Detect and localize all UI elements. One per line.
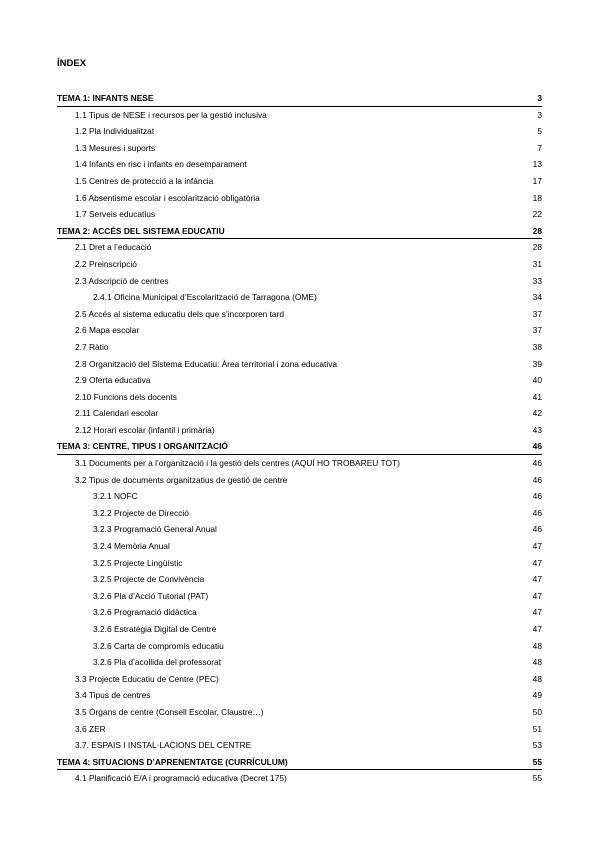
toc-entry-page-number: 3 xyxy=(537,93,542,103)
toc-chapter-entry[interactable] xyxy=(57,90,542,107)
toc-entry-label: 1.5 Centres de protecció a la infància xyxy=(75,175,214,186)
toc-entry-page-number: 46 xyxy=(532,441,542,452)
toc-entry-label: 2.7 Ràtio xyxy=(75,341,109,352)
toc-entry[interactable] xyxy=(57,156,542,173)
toc-entry-label: 2.12 Horari escolar (infantil i primària) xyxy=(75,424,215,435)
toc-entry-label: 3.3 Projecte Educatiu de Centre (PEC) xyxy=(75,673,219,684)
toc-entry-page-number: 28 xyxy=(532,242,542,253)
toc-entry-label: 1.7 Serveis educatius xyxy=(75,209,156,220)
toc-entry-page-number: 17 xyxy=(532,175,542,186)
toc-entry-label: 1.4 Infants en risc i infants en desemparament xyxy=(75,159,247,170)
toc-entry-page-number: 47 xyxy=(532,607,542,618)
toc-entry[interactable] xyxy=(57,687,542,704)
toc-entry-label: 2.4.1 Oficina Municipal d’Escolarització de Tarragona (OME) xyxy=(93,292,317,303)
toc-entry[interactable] xyxy=(57,322,542,339)
toc-entry-label: 2.6 Mapa escolar xyxy=(75,325,140,336)
toc-entry[interactable] xyxy=(57,638,542,655)
toc-entry-page-number: 13 xyxy=(532,159,542,170)
toc-entry-page-number: 47 xyxy=(532,574,542,585)
toc-entry[interactable] xyxy=(57,505,542,522)
toc-entry-label: 1.3 Mesures i suports xyxy=(75,142,156,153)
toc-entry-page-number: 49 xyxy=(532,690,542,701)
toc-entry[interactable] xyxy=(57,521,542,538)
toc-entry-label: 3.2.4 Memòria Anual xyxy=(93,541,170,552)
toc-entry-page-number: 22 xyxy=(532,209,542,220)
toc-entry[interactable] xyxy=(57,339,542,356)
toc-entry-label: 3.2.2 Projecte de Direcció xyxy=(93,507,189,518)
toc-entry-label: 3.2.6 Programació didàctica xyxy=(93,607,197,618)
toc-entry-label: 2.1 Dret a l’educació xyxy=(75,242,152,253)
toc-entry[interactable] xyxy=(57,721,542,738)
toc-entry-page-number: 55 xyxy=(532,773,542,784)
toc-entry-page-number: 43 xyxy=(532,424,542,435)
toc-entry-label: 2.5 Accés al sistema educatiu dels que s’incorporen tard xyxy=(75,308,285,319)
toc-entry-page-number: 50 xyxy=(532,706,542,717)
toc-entry[interactable] xyxy=(57,571,542,588)
toc-entry[interactable] xyxy=(57,455,542,472)
toc-entry-label: 3.2.6 Pla d’Acció Tutorial (PAT) xyxy=(93,590,209,601)
toc-entry[interactable] xyxy=(57,206,542,223)
toc-entry[interactable] xyxy=(57,173,542,190)
toc-entry[interactable] xyxy=(57,704,542,721)
toc-entry-page-number: 3 xyxy=(537,109,542,120)
toc-entry-label: 2.3 Adscripció de centres xyxy=(75,275,169,286)
toc-entry[interactable] xyxy=(57,472,542,489)
toc-entry-label: 3.2.5 Projecte de Convivència xyxy=(93,574,205,585)
toc-entry[interactable] xyxy=(57,356,542,373)
toc-entry[interactable] xyxy=(57,737,542,754)
toc-entry[interactable] xyxy=(57,190,542,207)
toc-entry-page-number: 51 xyxy=(532,723,542,734)
toc-entry[interactable] xyxy=(57,140,542,157)
toc-entry-label: 3.2 Tipus de documents organitzatius de gestió de centre xyxy=(75,474,288,485)
toc-entry[interactable] xyxy=(57,555,542,572)
toc-entry-label: TEMA 2: ACCÉS DEL SISTEMA EDUCATIU xyxy=(57,225,225,236)
toc-entry-label: 3.5 Òrgans de centre (Consell Escolar, Claustre…) xyxy=(75,706,264,717)
toc-entry-page-number: 33 xyxy=(532,275,542,286)
toc-entry[interactable] xyxy=(57,107,542,124)
toc-chapter-entry[interactable] xyxy=(57,223,542,240)
toc-entry[interactable] xyxy=(57,405,542,422)
toc-entry-page-number: 55 xyxy=(532,756,542,767)
toc-entry-label: 3.4 Tipus de centres xyxy=(75,690,151,701)
toc-entry-label: TEMA 3: CENTRE, TIPUS I ORGANITZACIÓ xyxy=(57,441,228,452)
toc-entry-page-number: 18 xyxy=(532,192,542,203)
toc-entry-label: 3.2.5 Projecte Lingüístic xyxy=(93,557,183,568)
toc-entry[interactable] xyxy=(57,488,542,505)
toc-entry-page-number: 40 xyxy=(532,375,542,386)
toc-entry[interactable] xyxy=(57,239,542,256)
toc-entry-page-number: 46 xyxy=(532,491,542,502)
toc-entry-label: 3.2.6 Pla d’acollida del professorat xyxy=(93,657,222,668)
toc-entry[interactable] xyxy=(57,273,542,290)
toc-entry-label: 2.9 Oferta educativa xyxy=(75,375,151,386)
toc-entry-page-number: 46 xyxy=(532,474,542,485)
toc-entry-label: 2.11 Calendari escolar xyxy=(75,408,159,419)
toc-chapter-entry[interactable] xyxy=(57,754,542,771)
toc-entry[interactable] xyxy=(57,389,542,406)
toc-entry-page-number: 39 xyxy=(532,358,542,369)
toc-entry-label: 3.2.6 Estratègia Digital de Centre xyxy=(93,624,217,634)
toc-chapter-entry[interactable] xyxy=(57,438,542,455)
toc-entry-page-number: 46 xyxy=(532,458,542,469)
toc-entry-label: 3.2.3 Programació General Anual xyxy=(93,524,217,535)
toc-entry[interactable] xyxy=(57,604,542,621)
toc-entry-page-number: 38 xyxy=(532,341,542,352)
toc-entry[interactable] xyxy=(57,621,542,638)
toc-entry-page-number: 34 xyxy=(532,292,542,303)
toc-entry-page-number: 31 xyxy=(532,258,542,269)
toc-entry[interactable] xyxy=(57,770,542,787)
toc-entry[interactable] xyxy=(57,306,542,323)
toc-entry[interactable] xyxy=(57,654,542,671)
toc-entry-page-number: 47 xyxy=(532,624,542,634)
toc-entry-page-number: 28 xyxy=(532,225,542,236)
toc-entry[interactable] xyxy=(57,123,542,140)
toc-entry-label: 2.2 Preinscripció xyxy=(75,258,137,269)
toc-entry-page-number: 46 xyxy=(532,507,542,518)
toc-entry-label: 4.1 Planificació E/A i programació educativa (Decret 175) xyxy=(75,773,287,784)
toc-entry-page-number: 48 xyxy=(532,657,542,668)
toc-entry[interactable] xyxy=(57,422,542,439)
toc-entry-label: 3.1 Documents per a l’organització i la gestió dels centres (AQUÍ HO TROBAREU TOT) xyxy=(75,458,400,469)
toc-entry-label: 1.1 Tipus de NESE i recursos per la gestió inclusiva xyxy=(75,109,267,120)
toc-entry[interactable] xyxy=(57,538,542,555)
toc-entry-page-number: 42 xyxy=(532,408,542,419)
toc-entry-page-number: 53 xyxy=(532,740,542,751)
toc-entry-page-number: 48 xyxy=(532,640,542,651)
toc-entry-page-number: 46 xyxy=(532,524,542,535)
toc-entry[interactable] xyxy=(57,671,542,688)
toc-entry-page-number: 47 xyxy=(532,541,542,552)
toc-entry-page-number: 7 xyxy=(537,142,542,153)
toc-entry-page-number: 37 xyxy=(532,325,542,336)
toc-entry-page-number: 47 xyxy=(532,557,542,568)
toc-entry[interactable] xyxy=(57,289,542,306)
toc-entry-page-number: 41 xyxy=(532,391,542,402)
toc-entry-label: 2.10 Funcions dels docents xyxy=(75,391,177,402)
toc-entry[interactable] xyxy=(57,372,542,389)
table-of-contents xyxy=(57,90,542,787)
toc-entry-label: 3.7. ESPAIS I INSTAL·LACIONS DEL CENTRE xyxy=(75,740,252,751)
toc-entry-page-number: 37 xyxy=(532,308,542,319)
toc-entry-page-number: 47 xyxy=(532,590,542,601)
toc-entry-label: 3.2.6 Carta de compromís educatiu xyxy=(93,640,224,651)
toc-entry-page-number: 48 xyxy=(532,673,542,684)
page-title: ÍNDEX xyxy=(57,58,87,69)
toc-entry-label: 3.6 ZER xyxy=(75,723,106,734)
toc-entry-label: 1.6 Absentisme escolar i escolarització obligatòria xyxy=(75,192,260,203)
toc-entry-label: 1.2 Pla Individualitzat xyxy=(75,126,155,137)
toc-entry[interactable] xyxy=(57,588,542,605)
toc-entry-label: 3.2.1 NOFC xyxy=(93,491,138,502)
toc-entry-label: 2.8 Organització del Sistema Educatiu: Àrea territorial i zona educativa xyxy=(75,358,338,369)
toc-entry-label: TEMA 4: SITUACIONS D’APRENENTATGE (CURRÍCULUM) xyxy=(57,756,288,767)
toc-entry-label: TEMA 1: INFANTS NESE xyxy=(57,93,154,103)
toc-entry[interactable] xyxy=(57,256,542,273)
toc-entry-page-number: 5 xyxy=(537,126,542,137)
